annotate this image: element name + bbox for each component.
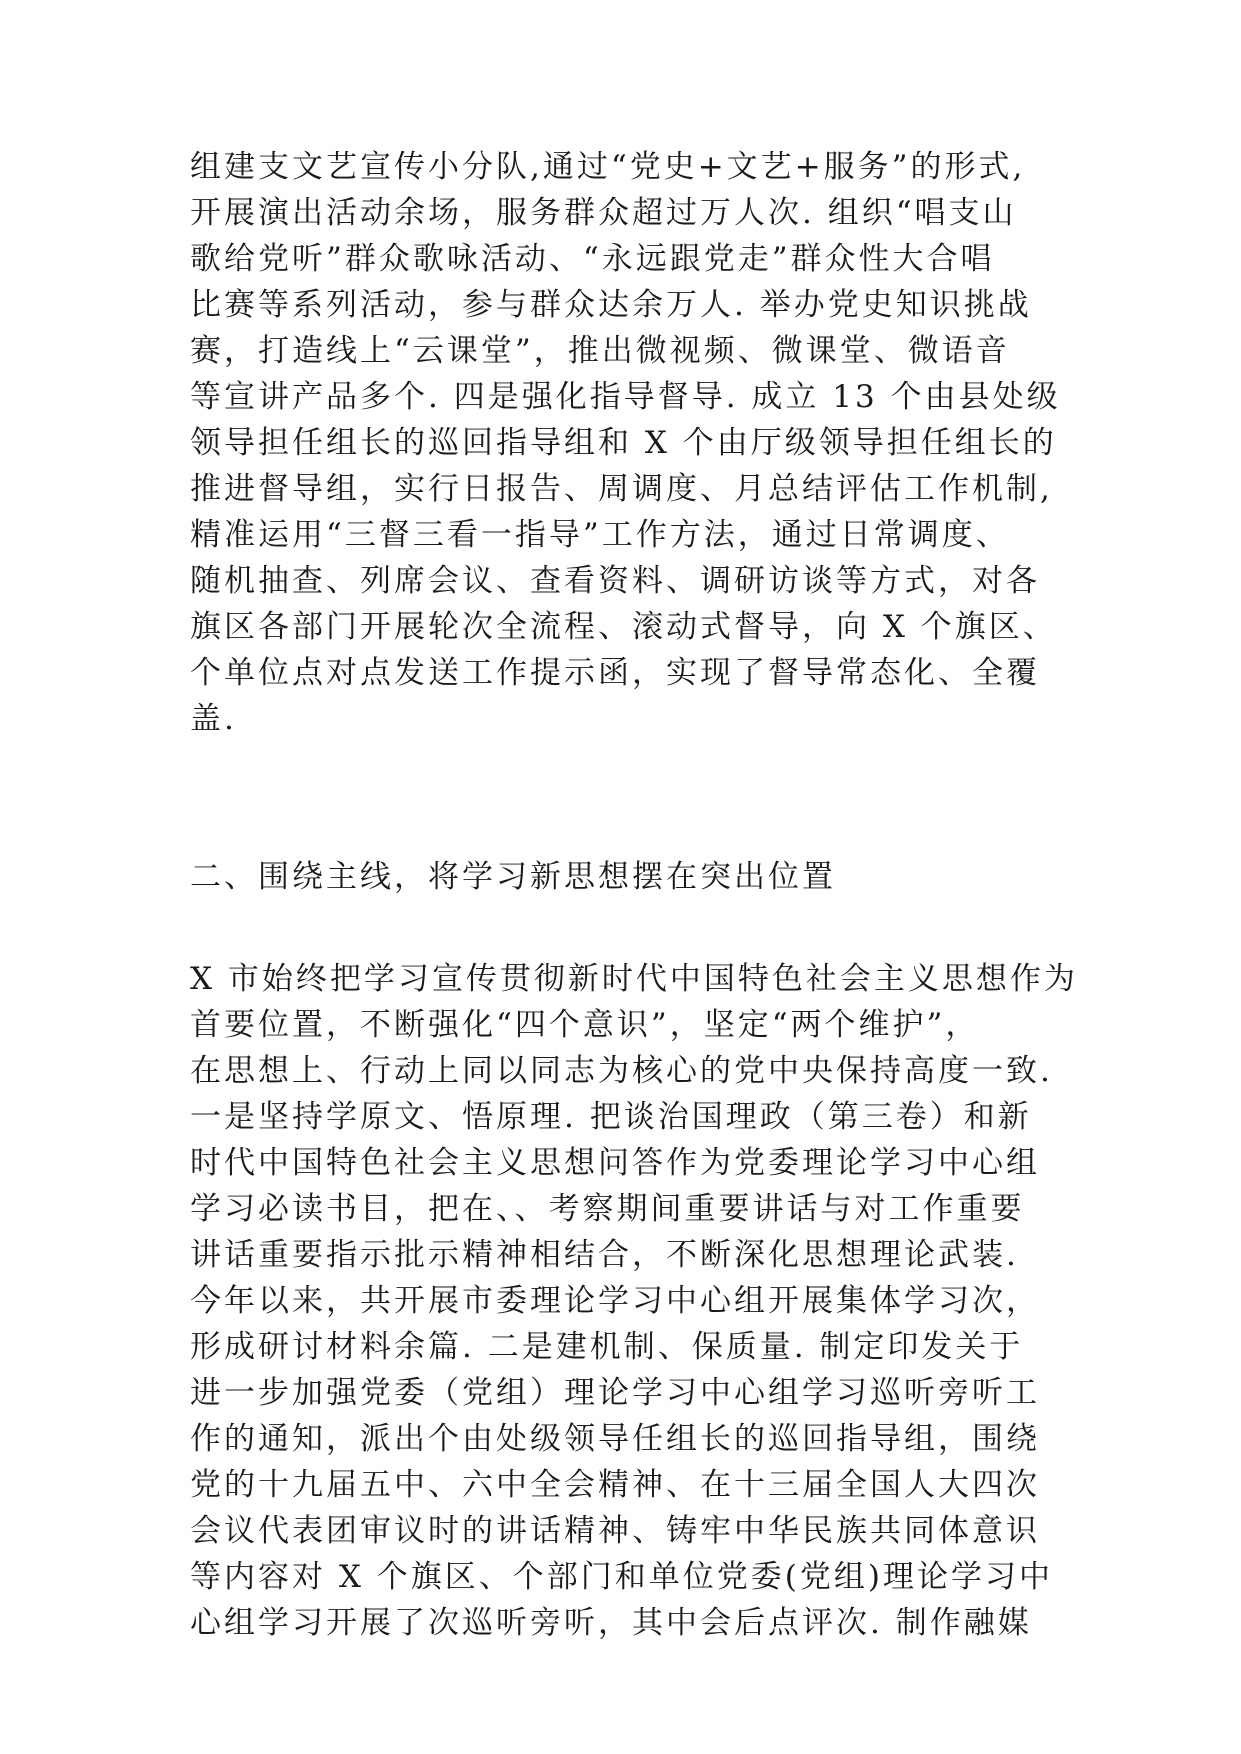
text-line: 首要位置，不断强化“四个意识”，坚定“两个维护”，	[190, 1007, 980, 1043]
text-line: 在思想上、行动上同以同志为核心的党中央保持高度一致.	[190, 1053, 1053, 1089]
text-line: 精准运用“三督三看一指导”工作方法，通过日常调度、	[190, 517, 1010, 553]
text-line: 会议代表团审议时的讲话精神、铸牢中华民族共同体意识	[190, 1513, 1040, 1549]
text-line: 随机抽查、列席会议、查看资料、调研访谈等方式，对各	[190, 563, 1040, 599]
text-line: 个单位点对点发送工作提示函，实现了督导常态化、全覆	[190, 655, 1040, 691]
text-line: 学习必读书目，把在、、考察期间重要讲话与对工作重要	[190, 1191, 1025, 1227]
text-line: 时代中国特色社会主义思想问答作为党委理论学习中心组	[190, 1145, 1040, 1181]
section-heading: 二、围绕主线，将学习新思想摆在突出位置	[190, 859, 836, 895]
text-line: 比赛等系列活动，参与群众达余万人. 举办党史知识挑战	[190, 287, 1032, 323]
text-line: 党的十九届五中、六中全会精神、在十三届全国人大四次	[190, 1467, 1040, 1503]
text-line: 领导担任组长的巡回指导组和 X 个由厅级领导担任组长的	[190, 425, 1057, 461]
text-line: 旗区各部门开展轮次全流程、滚动式督导，向 X 个旗区、	[190, 609, 1057, 645]
text-line: 今年以来，共开展市委理论学习中心组开展集体学习次，	[190, 1283, 1040, 1319]
text-line: 等内容对 X 个旗区、个部门和单位党委(党组)理论学习中	[190, 1559, 1053, 1595]
text-line: 盖.	[190, 701, 237, 737]
text-line: 等宣讲产品多个. 四是强化指导督导. 成立 13 个由县处级	[190, 379, 1061, 415]
text-line: 歌给党听”群众歌咏活动、“永远跟党走”群众性大合唱	[190, 241, 995, 277]
text-line: 赛，打造线上“云课堂”，推出微视频、微课堂、微语音	[190, 333, 1010, 369]
text-line: 形成研讨材料余篇. 二是建机制、保质量. 制定印发关于	[190, 1329, 1024, 1365]
text-line: 心组学习开展了次巡听旁听，其中会后点评次. 制作融媒	[190, 1605, 1032, 1641]
text-line: 讲话重要指示批示精神相结合，不断深化思想理论武装.	[190, 1237, 1019, 1273]
text-line: 一是坚持学原文、悟原理. 把谈治国理政（第三卷）和新	[190, 1099, 1032, 1135]
text-line: 组建支文艺宣传小分队,通过“党史+文艺+服务”的形式,	[190, 149, 1026, 185]
text-line: 进一步加强党委（党组）理论学习中心组学习巡听旁听工	[190, 1375, 1040, 1411]
text-line: X 市始终把学习宣传贯彻新时代中国特色社会主义思想作为	[190, 961, 1078, 997]
text-line: 推进督导组，实行日报告、周调度、月总结评估工作机制,	[190, 471, 1053, 507]
text-line: 开展演出活动余场，服务群众超过万人次. 组织“唱支山	[190, 195, 1017, 231]
text-line: 作的通知，派出个由处级领导任组长的巡回指导组，围绕	[190, 1421, 1040, 1457]
